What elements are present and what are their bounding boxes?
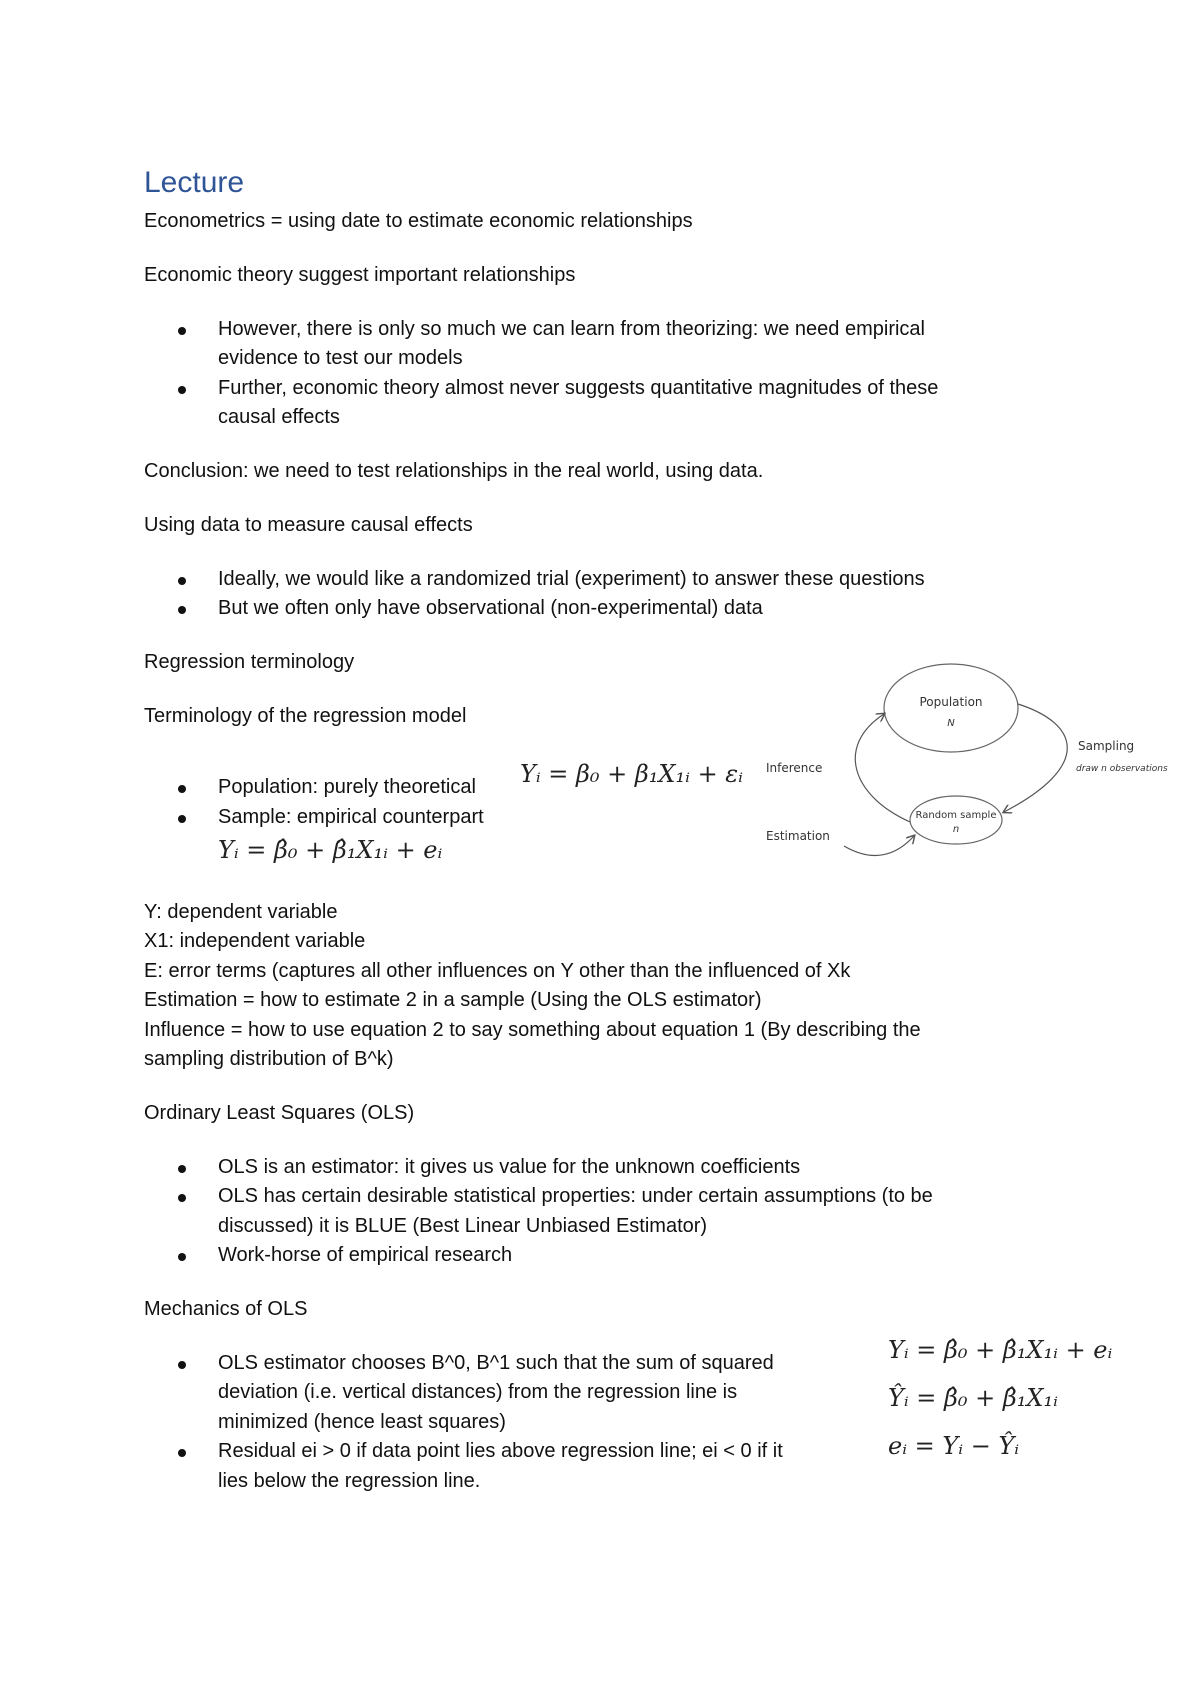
definition-line: Y: dependent variable — [144, 901, 338, 923]
definition-line: E: error terms (captures all other influences on Y other than the influenced of Xk — [144, 960, 851, 982]
bullet-icon — [178, 606, 186, 614]
text-line: Conclusion: we need to test relationships in the real world, using data. — [144, 460, 764, 482]
bullet-icon — [178, 1253, 186, 1261]
population-sub: N — [947, 718, 955, 729]
definition-line: Influence = how to use equation 2 to say something about equation 1 (By describing the — [144, 1019, 921, 1041]
estimation-arrow — [844, 836, 914, 855]
bullet-icon — [178, 386, 186, 394]
estimation-label: Estimation — [766, 829, 830, 843]
text-line: Mechanics of OLS — [144, 1298, 308, 1320]
page-title: Lecture — [144, 166, 245, 199]
text-line: Terminology of the regression model — [144, 705, 467, 727]
bullet-icon — [178, 815, 186, 823]
definition-line: Estimation = how to estimate 2 in a sample (Using the OLS estimator) — [144, 989, 762, 1011]
bullet-icon — [178, 785, 186, 793]
bullet-icon — [178, 1361, 186, 1369]
definition-line: sampling distribution of B^k) — [144, 1048, 394, 1070]
sampling-arrow — [1004, 704, 1067, 812]
sample-equation: Yᵢ = β̂₀ + β̂₁X₁ᵢ + eᵢ — [218, 836, 443, 864]
definition-line: X1: independent variable — [144, 930, 366, 952]
bullet-icon — [178, 1449, 186, 1457]
sampling-sub: draw n observations — [1076, 764, 1168, 774]
bullet-icon — [178, 327, 186, 335]
population-equation: Yᵢ = β₀ + β₁X₁ᵢ + εᵢ — [520, 760, 744, 788]
sampling-inference-diagram — [760, 656, 1170, 868]
ols-equation-2: Ŷᵢ = β̂₀ + β̂₁X₁ᵢ — [888, 1384, 1058, 1412]
ols-equation-3: eᵢ = Yᵢ − Ŷᵢ — [888, 1432, 1020, 1460]
text-line: Using data to measure causal effects — [144, 514, 473, 536]
ols-equation-1: Yᵢ = β̂₀ + β̂₁X₁ᵢ + eᵢ — [888, 1336, 1113, 1364]
bullet-icon — [178, 1165, 186, 1173]
text-line: Econometrics = using date to estimate economic relationships — [144, 210, 693, 232]
sample-sub: n — [952, 824, 960, 835]
sampling-label: Sampling — [1078, 739, 1135, 753]
document-page: Lecture Econometrics = using date to estimate economic relationships Economic theory suggest important relationships However, there is only so much we can learn from theorizing: we need empirical evidence to test our models Further, economic theory almost never suggests quantitative magnitudes of these causal effects Conclusion: we need to test relationships in the real world, using data. Using data to measure causal effects Ideally, we would like a randomized trial (experiment) to answer these questions But we often only have observational (non-experimental) data Regression terminology Terminology of the regression model Population: purely theoretical Yᵢ = β₀ + β₁X₁ᵢ + εᵢ Sample: empirical counterpart Yᵢ = β̂₀ + β̂₁X₁ᵢ + eᵢ Population N Random sample n Inference Sampling draw n observations Estimation Y: dependent variable X1: independent variable E: error terms (captures all other influences on Y other than the influenced of Xk Estimation = how to estimate 2 in a sample (Using the OLS estimator) Influence = how to use equation 2 to say something about equation 1 (By describing the sampling distribution of B^k) Ordinary Least Squares (OLS) OLS is an estimator: it gives us value for the unknown coefficients OLS has certain desirable statistical properties: under certain assumptions (to be discussed) it is BLUE (Best Linear Unbiased Estimator) Work-horse of empirical research Mechanics of OLS OLS estimator chooses B^0, B^1 such that the sum of squared deviation (i.e. vertical distances) from the regression line is minimized (hence least squares) Residual ei > 0 if data point lies above regression line; ei < 0 if it lies below the regression line. Yᵢ = β̂₀ + β̂₁X₁ᵢ + eᵢ Ŷᵢ = β̂₀ + β̂₁X₁ᵢ eᵢ = Yᵢ − Ŷᵢ — [0, 0, 1200, 1698]
inference-label: Inference — [766, 761, 823, 775]
population-label: Population — [919, 695, 983, 709]
text-line: Ordinary Least Squares (OLS) — [144, 1102, 415, 1124]
sample-label: Random sample — [915, 810, 997, 821]
inference-arrow — [855, 714, 910, 822]
text-line: Economic theory suggest important relationships — [144, 264, 576, 286]
text-line: Regression terminology — [144, 651, 355, 673]
bullet-icon — [178, 577, 186, 585]
bullet-icon — [178, 1194, 186, 1202]
